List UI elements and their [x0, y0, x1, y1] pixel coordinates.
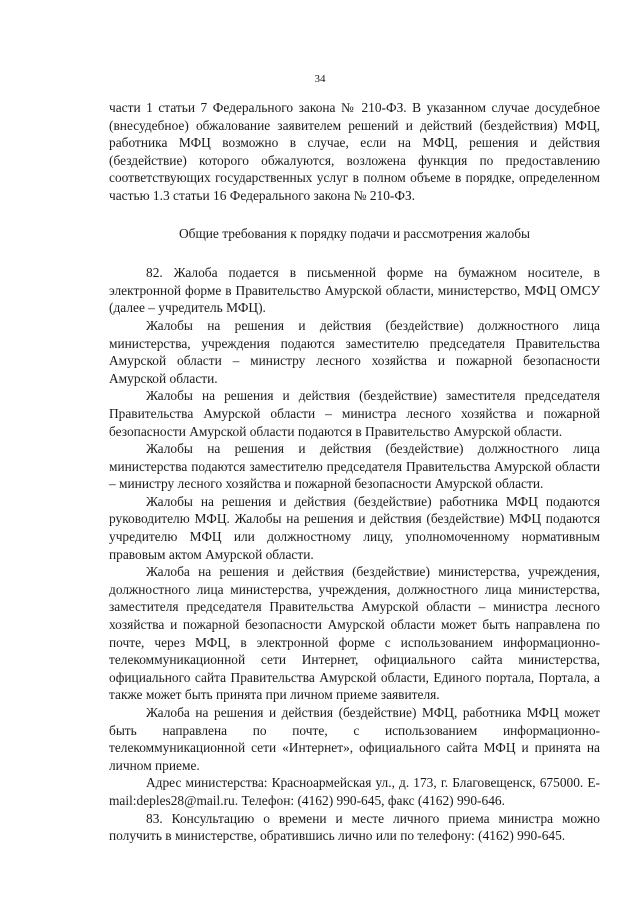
section-heading: Общие требования к порядку подачи и рассмотрения жалобы — [178, 225, 531, 241]
paragraph-82: 82. Жалоба подается в письменной форме на бумажном носителе, в электронной форме в Правительство Амурской области, министерство, МФЦ ОМСУ (далее – учредитель МФЦ). — [109, 265, 600, 316]
document-body — [109, 99, 600, 845]
page-number: 34 — [314, 73, 326, 85]
paragraph-complaint-channels: Жалоба на решения и действия (бездействие) министерства, учреждения, должностного лица министерства, учреждения, должностного лица министерства, заместителя председателя Правительства Амурской области – министра лесного хозяйства и пожарной безопасности Амурской области может быть направлена по почте, через МФЦ, в электронной форме с использованием информационно-телекоммуникационной сети Интернет, официального сайта министерства, официального сайта Правительства Амурской области, Единого портала, Портала, а также может быть принята при личном приеме заявителя. — [109, 564, 600, 703]
paragraph-complaints-ministry-official-2: Жалобы на решения и действия (бездействие) должностного лица министерства подаются заместителю председателя Правительства Амурской области – министру лесного хозяйства и пожарной безопасности Амурской области. — [109, 441, 600, 492]
paragraph-complaints-mfc: Жалобы на решения и действия (бездействие) работника МФЦ подаются руководителю МФЦ. Жалобы на решения и действия (бездействие) МФЦ подаются учредителю МФЦ или должностному лицу, уполномоченному нормативным правовым актом Амурской области. — [109, 493, 600, 562]
paragraph-complaints-deputy-chairman: Жалобы на решения и действия (бездействие) заместителя председателя Правительства Амурской области – министра лесного хозяйства и пожарной безопасности Амурской области подаются в Правительство Амурской области. — [109, 388, 600, 439]
paragraph-mfc-complaint-channels: Жалоба на решения и действия (бездействие) МФЦ, работника МФЦ может быть направлена по почте, с использованием информационно-телекоммуникационной сети «Интернет», официального сайта МФЦ и принята на личном приеме. — [109, 705, 600, 773]
paragraph-83: 83. Консультацию о времени и месте личного приема министра можно получить в министерстве, обратившись лично или по телефону: (4162) 990-645. — [109, 810, 600, 844]
paragraph-complaints-ministry-official: Жалобы на решения и действия (бездействие) должностного лица министерства, учреждения подаются заместителю председателя Правительства Амурской области – министру лесного хозяйства и пожарной безопасности Амурской области. — [109, 317, 600, 386]
intro-paragraph: части 1 статьи 7 Федерального закона № 210-ФЗ. В указанном случае досудебное (внесудебное) обжалование заявителем решений и действий (бездействия) МФЦ, работника МФЦ возможно в случае, если на МФЦ, решения и действия (бездействие) которого обжалуются, возложена функция по предоставлению соответствующих государственных услуг в полном объеме в порядке, определенном частью 1.3 статьи 16 Федерального закона № 210-ФЗ. — [109, 100, 600, 203]
paragraph-ministry-address: Адрес министерства: Красноармейская ул., д. 173, г. Благовещенск, 675000. E-mail:deples28@mail.ru. Телефон: (4162) 990-645, факс (4162) 990-646. — [109, 775, 600, 808]
